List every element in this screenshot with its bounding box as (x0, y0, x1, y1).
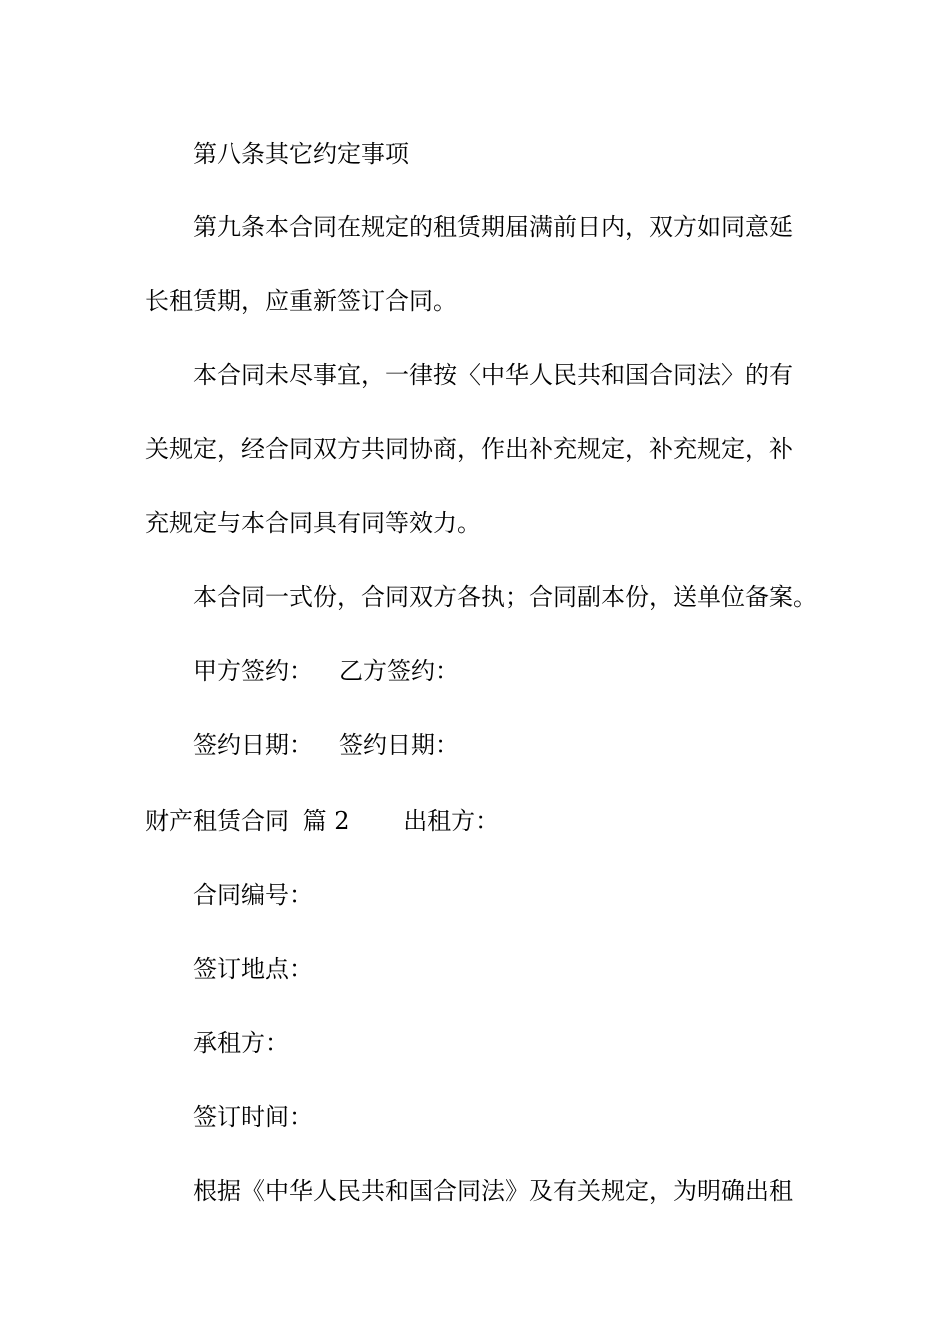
article-9-paragraph-line-2 (0, 285, 950, 317)
party-a-signature-label: 甲方签约： (193, 657, 313, 685)
article-9-paragraph-line-1 (0, 211, 950, 243)
signature-date-row (0, 729, 950, 761)
basis-paragraph-text-1: 根据《中华人民共和国合同法》及有关规定，为明确出租 (193, 1177, 793, 1205)
unresolved-clause-text-3: 充规定与本合同具有同等效力。 (145, 509, 481, 537)
section-heading-row (0, 805, 950, 837)
unresolved-clause-line-2 (0, 433, 950, 465)
lessor-label: 出租方： (403, 807, 500, 835)
lessee-row (0, 1027, 950, 1059)
contract-number-row (0, 879, 950, 911)
copies-clause (0, 581, 950, 613)
article-9-text-2: 长租赁期，应重新签订合同。 (145, 287, 457, 315)
article-8-heading (0, 138, 950, 170)
article-8-text: 第八条其它约定事项 (193, 140, 409, 168)
unresolved-clause-line-1 (0, 359, 950, 391)
section-number: 篇 2 (302, 807, 350, 835)
unresolved-clause-text-1: 本合同未尽事宜，一律按〈中华人民共和国合同法〉的有 (193, 361, 793, 389)
sign-place-label: 签订地点： (193, 955, 313, 983)
signature-row (0, 655, 950, 687)
sign-place-row (0, 953, 950, 985)
party-a-date-label: 签约日期： (193, 731, 313, 759)
unresolved-clause-line-3 (0, 507, 950, 539)
basis-paragraph-line-1 (0, 1175, 950, 1207)
party-b-date-label: 签约日期： (339, 731, 459, 759)
sign-time-label: 签订时间： (193, 1103, 313, 1131)
lessee-label: 承租方： (193, 1029, 289, 1057)
article-9-text-1: 第九条本合同在规定的租赁期届满前日内，双方如同意延 (193, 213, 793, 241)
party-b-signature-label: 乙方签约： (339, 657, 459, 685)
sign-time-row (0, 1101, 950, 1133)
copies-clause-text: 本合同一式份，合同双方各执；合同副本份，送单位备案。 (193, 583, 817, 611)
unresolved-clause-text-2: 关规定，经合同双方共同协商，作出补充规定，补充规定，补 (145, 435, 793, 463)
contract-number-label: 合同编号： (193, 881, 313, 909)
section-title: 财产租赁合同 (145, 807, 289, 835)
